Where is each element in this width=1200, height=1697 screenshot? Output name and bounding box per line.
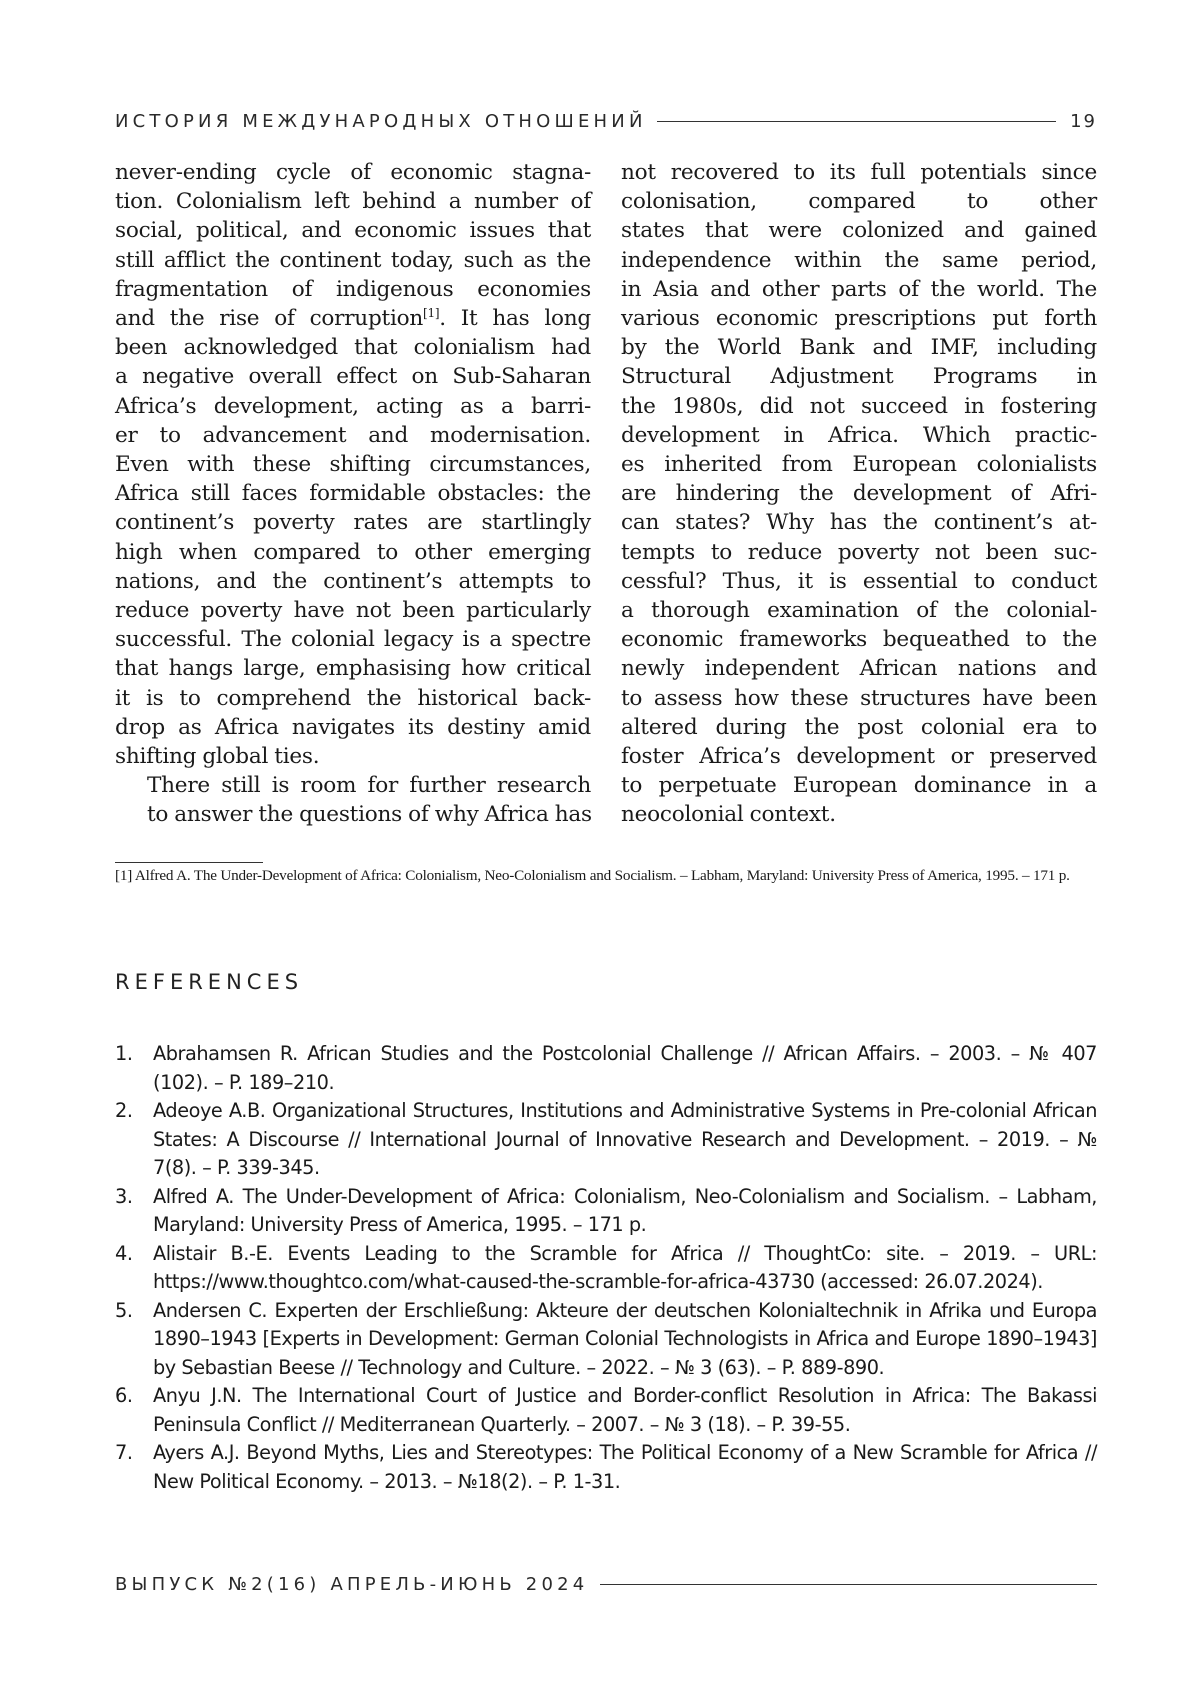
reference-text: Anyu J.N. The International Court of Justice and Border-conflict Resolution in Africa: The Bakassi Peninsula Conflict // Mediterranean Quarterly. – 2007. – № 3 (18). – P. 39-55.	[153, 1384, 1097, 1436]
text-line: by the World Bank and IMF, including	[621, 335, 1097, 361]
text-line: er to advancement and modernisation.	[115, 422, 591, 448]
text-line: cessful? Thus, it is essential to conduct	[621, 568, 1097, 594]
reference-text: Alistair B.-E. Events Leading to the Scramble for Africa // ThoughtCo: site. – 2019. – URL: https://www.thoughtco.com/what-caused-the-scramble-for-africa-43730 (accessed: 26.07.2024).	[153, 1241, 1097, 1293]
reference-number: 5.	[115, 1298, 133, 1322]
text-fragment: . It has long	[439, 306, 591, 332]
text-line: not recovered to its full potentials since	[621, 160, 1097, 185]
text-line: reduce poverty have not been particularly	[115, 598, 591, 624]
reference-number: 4.	[115, 1241, 133, 1265]
text-line: to assess how these structures have been	[621, 685, 1097, 711]
text-line: foster Africa’s development or preserved	[621, 744, 1097, 770]
footnote-rule	[115, 862, 263, 863]
reference-text: Andersen C. Experten der Erschließung: Akteure der deutschen Kolonialtechnik in Afrika und Europa 1890–1943 [Experts in Development: German Colonial Technologists in Africa and Europe 1890–1943] by Sebastian Beese // Technology and Culture. – 2022. – № 3 (63). – P. 889-890.	[153, 1298, 1097, 1379]
text-line: continent’s poverty rates are startlingly	[115, 510, 591, 536]
reference-item	[115, 1297, 1097, 1383]
reference-number: 1.	[115, 1042, 133, 1065]
paragraph	[621, 158, 1097, 830]
text-line: states that were colonized and gained	[621, 218, 1097, 244]
reference-item	[115, 1183, 1097, 1240]
text-line: high when compared to other emerging	[115, 539, 591, 565]
text-line: colonisation, compared to other	[621, 189, 1097, 215]
body-text	[115, 158, 1097, 838]
text-line: There still is room for further research	[147, 773, 591, 799]
text-line: Even with these shifting circumstances,	[115, 452, 591, 478]
paragraph	[115, 158, 591, 771]
text-line: the 1980s, did not succeed in fostering	[621, 393, 1097, 419]
text-line: in Asia and other parts of the world. The	[621, 276, 1097, 302]
text-line: to perpetuate European dominance in a	[621, 773, 1097, 799]
right-column	[621, 158, 1097, 830]
text-line: nations, and the continent’s attempts to	[115, 568, 591, 594]
text-line: Africa still faces formidable obstacles: the	[115, 481, 591, 507]
text-line: fragmentation of indigenous economies	[115, 276, 591, 302]
reference-item	[115, 1382, 1097, 1439]
text-line: can states? Why has the continent’s at-	[621, 510, 1097, 536]
text-line: es inherited from European colonialists	[621, 452, 1097, 478]
text-line: tempts to reduce poverty not been suc-	[621, 539, 1097, 565]
text-line: social, political, and economic issues that	[115, 218, 591, 244]
reference-item	[115, 1439, 1097, 1496]
text-line: newly independent African nations and	[621, 656, 1097, 682]
reference-text: Abrahamsen R. African Studies and the Postcolonial Challenge // African Affairs. – 2003. – № 407 (102). – P. 189–210.	[153, 1042, 1097, 1094]
text-line: altered during the post colonial era to	[621, 714, 1097, 740]
text-line: that hangs large, emphasising how critical	[115, 656, 591, 682]
reference-item	[115, 1097, 1097, 1183]
running-header	[115, 111, 1097, 132]
footnote-text: [1] Alfred A. The Under-Development of Africa: Colonialism, Neo-Colonialism and Socialism. – Labham, Maryland: University Press of America, 1995. – 171 p.	[115, 867, 1070, 884]
text-line: tion. Colonialism left behind a number of	[115, 189, 591, 215]
reference-number: 7.	[115, 1441, 133, 1464]
references-heading: REFERENCES	[115, 970, 304, 994]
text-line: it is to comprehend the historical back-	[115, 685, 591, 711]
text-line: to answer the questions of why Africa has	[147, 802, 592, 828]
text-line: neocolonial context.	[621, 802, 836, 828]
text-line: been acknowledged that colonialism had	[115, 335, 591, 361]
reference-number: 6.	[115, 1384, 133, 1407]
text-line: Africa’s development, acting as a barri-	[115, 393, 591, 419]
running-footer	[115, 1574, 1097, 1595]
reference-item	[115, 1240, 1097, 1297]
header-rule	[657, 121, 1056, 122]
reference-text: Ayers A.J. Beyond Myths, Lies and Stereotypes: The Political Economy of a New Scramble for Africa // New Political Economy. – 2013. – №18(2). – P. 1-31.	[153, 1441, 1097, 1493]
issue-label: ВЫПУСК №2(16) АПРЕЛЬ-ИЮНЬ 2024	[115, 1574, 589, 1595]
text-line: still afflict the continent today, such as the	[115, 247, 591, 273]
text-fragment: and the rise of corruption	[115, 306, 424, 332]
section-title: ИСТОРИЯ МЕЖДУНАРОДНЫХ ОТНОШЕНИЙ	[115, 111, 647, 132]
footnote-marker[interactable]: [1]	[423, 305, 440, 320]
left-column	[115, 158, 591, 830]
text-line: development in Africa. Which practic-	[621, 422, 1097, 448]
reference-item	[115, 1040, 1097, 1097]
footer-rule	[600, 1584, 1097, 1585]
text-line: are hindering the development of Afri-	[621, 481, 1097, 507]
references-list	[115, 1040, 1097, 1496]
reference-text: Alfred A. The Under-Development of Africa: Colonialism, Neo-Colonialism and Socialism. – Labham, Maryland: University Press of America, 1995. – 171 p.	[153, 1184, 1097, 1236]
text-line: independence within the same period,	[621, 247, 1097, 273]
text-line: a negative overall effect on Sub-Saharan	[115, 364, 591, 390]
text-line: a thorough examination of the colonial-	[621, 598, 1097, 624]
text-line: Structural Adjustment Programs in	[621, 364, 1097, 390]
text-line: successful. The colonial legacy is a spectre	[115, 627, 591, 653]
text-line: shifting global ties.	[115, 744, 320, 770]
paragraph	[115, 771, 591, 829]
text-line: drop as Africa navigates its destiny amid	[115, 714, 591, 740]
reference-number: 2.	[115, 1099, 133, 1122]
text-line: never-ending cycle of economic stagna-	[115, 160, 591, 185]
page-number: 19	[1070, 111, 1097, 132]
text-line-with-footnote	[115, 304, 591, 333]
text-line: various economic prescriptions put forth	[621, 306, 1097, 332]
reference-number: 3.	[115, 1184, 133, 1208]
text-line: economic frameworks bequeathed to the	[621, 627, 1097, 653]
reference-text: Adeoye A.B. Organizational Structures, Institutions and Administrative Systems in Pre-colonial African States: A Discourse // International Journal of Innovative Research and Development. – 2019. – № 7(8). – P. 339-345.	[153, 1099, 1097, 1179]
